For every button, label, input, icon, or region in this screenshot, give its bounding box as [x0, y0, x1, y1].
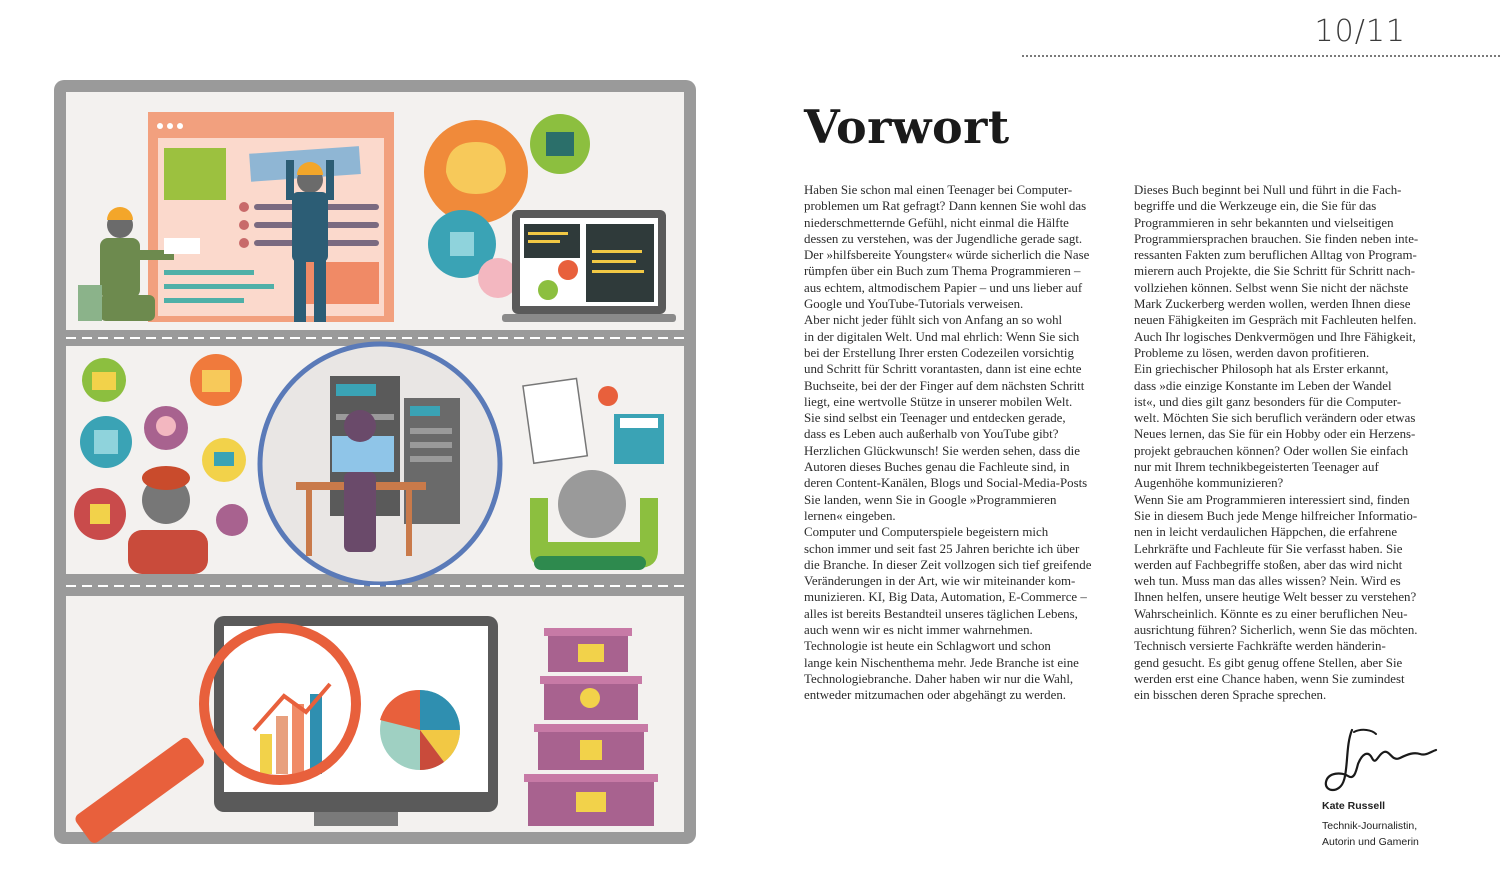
text-line: Ihnen helfen, unsere heutige Welt besser zu verstehen?	[1134, 590, 1417, 605]
text-column-left	[804, 182, 1120, 704]
text-line: Wahrscheinlich. Könnte es zu einer beruflichen Neu-	[1134, 606, 1408, 621]
text-line: niederschmetternde Gefühl, nicht einmal die Hälfte	[804, 215, 1069, 230]
text-line: Augenhöhe kommunizieren?	[1134, 476, 1284, 491]
text-line: gend gesucht. Es gibt genug offene Stellen, aber Sie	[1134, 655, 1403, 670]
text-line: ausrichtung führen? Sicherlich, wenn Sie das möchten.	[1134, 623, 1418, 638]
author-role-line: Technik-Journalistin,	[1322, 820, 1418, 832]
text-line: Auch Ihr logisches Denkvermögen und Ihre Fähigkeit,	[1134, 329, 1416, 344]
data-analysis-panel	[66, 596, 684, 844]
text-line: Probleme zu lösen, werden davon profitieren.	[1134, 345, 1370, 360]
text-line: auch wenn wir es nicht immer wahrnehmen.	[804, 623, 1033, 638]
text-line: Sie landen, wenn Sie in Google »Programmieren	[804, 492, 1057, 507]
text-line: Technisch versierte Fachkräfte werden händerin-	[1134, 639, 1386, 654]
text-line: vollziehen können. Selbst wenn Sie nicht der nächste	[1134, 280, 1409, 295]
text-line: Programmiersprachen brauchen. Sie finden neben inte-	[1134, 231, 1419, 246]
text-line: deren Content-Kanälen, Blogs und Social-Media-Posts	[804, 476, 1088, 491]
text-line: Technologie ist heute ein Schlagwort und schon	[804, 639, 1051, 654]
text-line: alles ist bereits Bestandteil unseres täglichen Lebens,	[804, 606, 1078, 621]
author-name: Kate Russell	[1322, 800, 1386, 812]
text-line: dessen zu verstehen, was der Jugendliche gerade sagt.	[804, 231, 1083, 246]
foreword-heading: Vorwort	[804, 100, 1010, 154]
text-line: Mark Zuckerberg werden wollen, werden Ihnen diese	[1134, 297, 1411, 312]
text-line: Lehrkräfte und Fachleute für Sie verfasst haben. Sie	[1134, 541, 1403, 556]
author-role	[1322, 818, 1419, 850]
text-line: neuen Fähigkeiten im Gespräch mit Fachleuten helfen.	[1134, 313, 1417, 328]
text-line: Sie sind selbst ein Teenager und entdecken gerade,	[804, 411, 1066, 426]
foreword-illustration	[54, 80, 696, 844]
laptop-code-icon	[502, 210, 676, 322]
text-line: schon immer und seit fast 25 Jahren berichte ich über	[804, 541, 1080, 556]
author-role-line: Autorin und Gamerin	[1322, 836, 1419, 848]
text-line: begriffe und die Werkzeuge ein, die Sie für das	[1134, 199, 1377, 214]
text-column-right	[1134, 182, 1450, 704]
text-line: Wenn Sie am Programmieren interessiert sind, finden	[1134, 492, 1410, 507]
text-line: ein bisschen deren Sprache sprechen.	[1134, 688, 1327, 703]
text-line: ressanten Fakten zum beruflichen Alltag von Program-	[1134, 248, 1417, 263]
text-line: lange kein Nischenthema mehr. Jede Branche ist eine	[804, 655, 1079, 670]
text-line: dass »die einzige Konstante im Leben der Wandel	[1134, 378, 1392, 393]
browser-window-icon	[148, 112, 394, 322]
text-line: dass es Leben auch außerhalb von YouTube gibt?	[804, 427, 1059, 442]
text-line: welt. Möchten Sie sich beruflich verändern oder etwas	[1134, 411, 1416, 426]
text-line: liegt, eine wertvolle Stütze in unserer mobilen Welt.	[804, 394, 1073, 409]
link-icon	[216, 504, 248, 536]
text-line: werden erst eine Chance haben, wenn Sie zumindest	[1134, 671, 1405, 686]
page-number: 10/11	[1314, 14, 1406, 49]
text-line: aus echtem, altmodischem Papier – und uns lieber auf	[804, 280, 1083, 295]
text-line: projekt gebrauchen können? Oder wollen Sie einfach	[1134, 443, 1409, 458]
text-line: und Schritt für Schritt vorantasten, dann ist eine echte	[804, 362, 1082, 377]
server-workstation-panel	[66, 344, 684, 584]
text-line: munizieren. KI, Big Data, Automation, E-Commerce –	[804, 590, 1087, 605]
handwritten-signature	[1318, 724, 1442, 798]
text-line: Der »hilfsbereite Youngster« würde sicherlich die Nase	[804, 248, 1090, 263]
text-line: ist«, und dies gilt ganz besonders für die Computer-	[1134, 394, 1402, 409]
text-line: bei der Erstellung Ihrer ersten Codezeilen vorsichtig	[804, 345, 1074, 360]
pie-chart-icon	[380, 690, 460, 770]
text-line: Buchseite, bei der der Finger auf dem nächsten Schritt	[804, 378, 1085, 393]
text-line: entweder mitzumachen oder abgehängt zu werden.	[804, 688, 1066, 703]
text-line: Google und YouTube-Tutorials verweisen.	[804, 297, 1024, 312]
text-line: nur mit Ihrem technikbegeisterten Teenager auf	[1134, 460, 1379, 475]
text-line: Herzlichen Glückwunsch! Sie werden sehen, dass die	[804, 443, 1080, 458]
text-line: in der digitalen Welt. Und mal ehrlich: Wenn Sie sich	[804, 329, 1080, 344]
text-line: Programmieren in sehr bekannten und vielseitigen	[1134, 215, 1394, 230]
text-line: Haben Sie schon mal einen Teenager bei Computer-	[804, 183, 1073, 197]
text-line: Dieses Buch beginnt bei Null und führt in die Fach-	[1134, 183, 1402, 197]
text-line: nen in leicht verdaulichen Häppchen, die erfahrene	[1134, 525, 1398, 540]
text-line: Neues lernen, das Sie für ein Hobby oder ein Herzens-	[1134, 427, 1416, 442]
web-development-panel	[66, 92, 684, 330]
text-line: Ein griechischer Philosoph hat als Erster erkannt,	[1134, 362, 1389, 377]
dotted-divider	[1022, 55, 1500, 57]
text-line: Aber nicht jeder fühlt sich von Anfang an so wohl	[804, 313, 1063, 328]
text-line: lernen« eingeben.	[804, 508, 896, 523]
text-line: Technologiebranche. Daher haben wir nur die Wahl,	[804, 671, 1074, 686]
text-line: problemen um Rat gefragt? Dann kennen Sie wohl das	[804, 199, 1087, 214]
text-line: mierern auch Projekte, die Sie Schritt für Schritt nach-	[1134, 264, 1416, 279]
text-line: weh tun. Muss man das alles wissen? Nein. Wird es	[1134, 574, 1401, 589]
text-line: Autoren dieses Buches genau die Fachleute sind, in	[804, 460, 1070, 475]
text-line: rümpfen über ein Buch zum Thema Programmieren –	[804, 264, 1081, 279]
text-line: Veränderungen in der Art, wie wir miteinander kom-	[804, 574, 1076, 589]
text-line: werden auf Fachbegriffe stoßen, aber das wird nicht	[1134, 557, 1403, 572]
text-line: Computer und Computerspiele begeistern mich	[804, 525, 1049, 540]
text-line: die Branche. In dieser Zeit vollzogen sich tief greifende	[804, 557, 1092, 572]
text-line: Sie in diesem Buch jede Menge hilfreicher Informatio-	[1134, 508, 1418, 523]
